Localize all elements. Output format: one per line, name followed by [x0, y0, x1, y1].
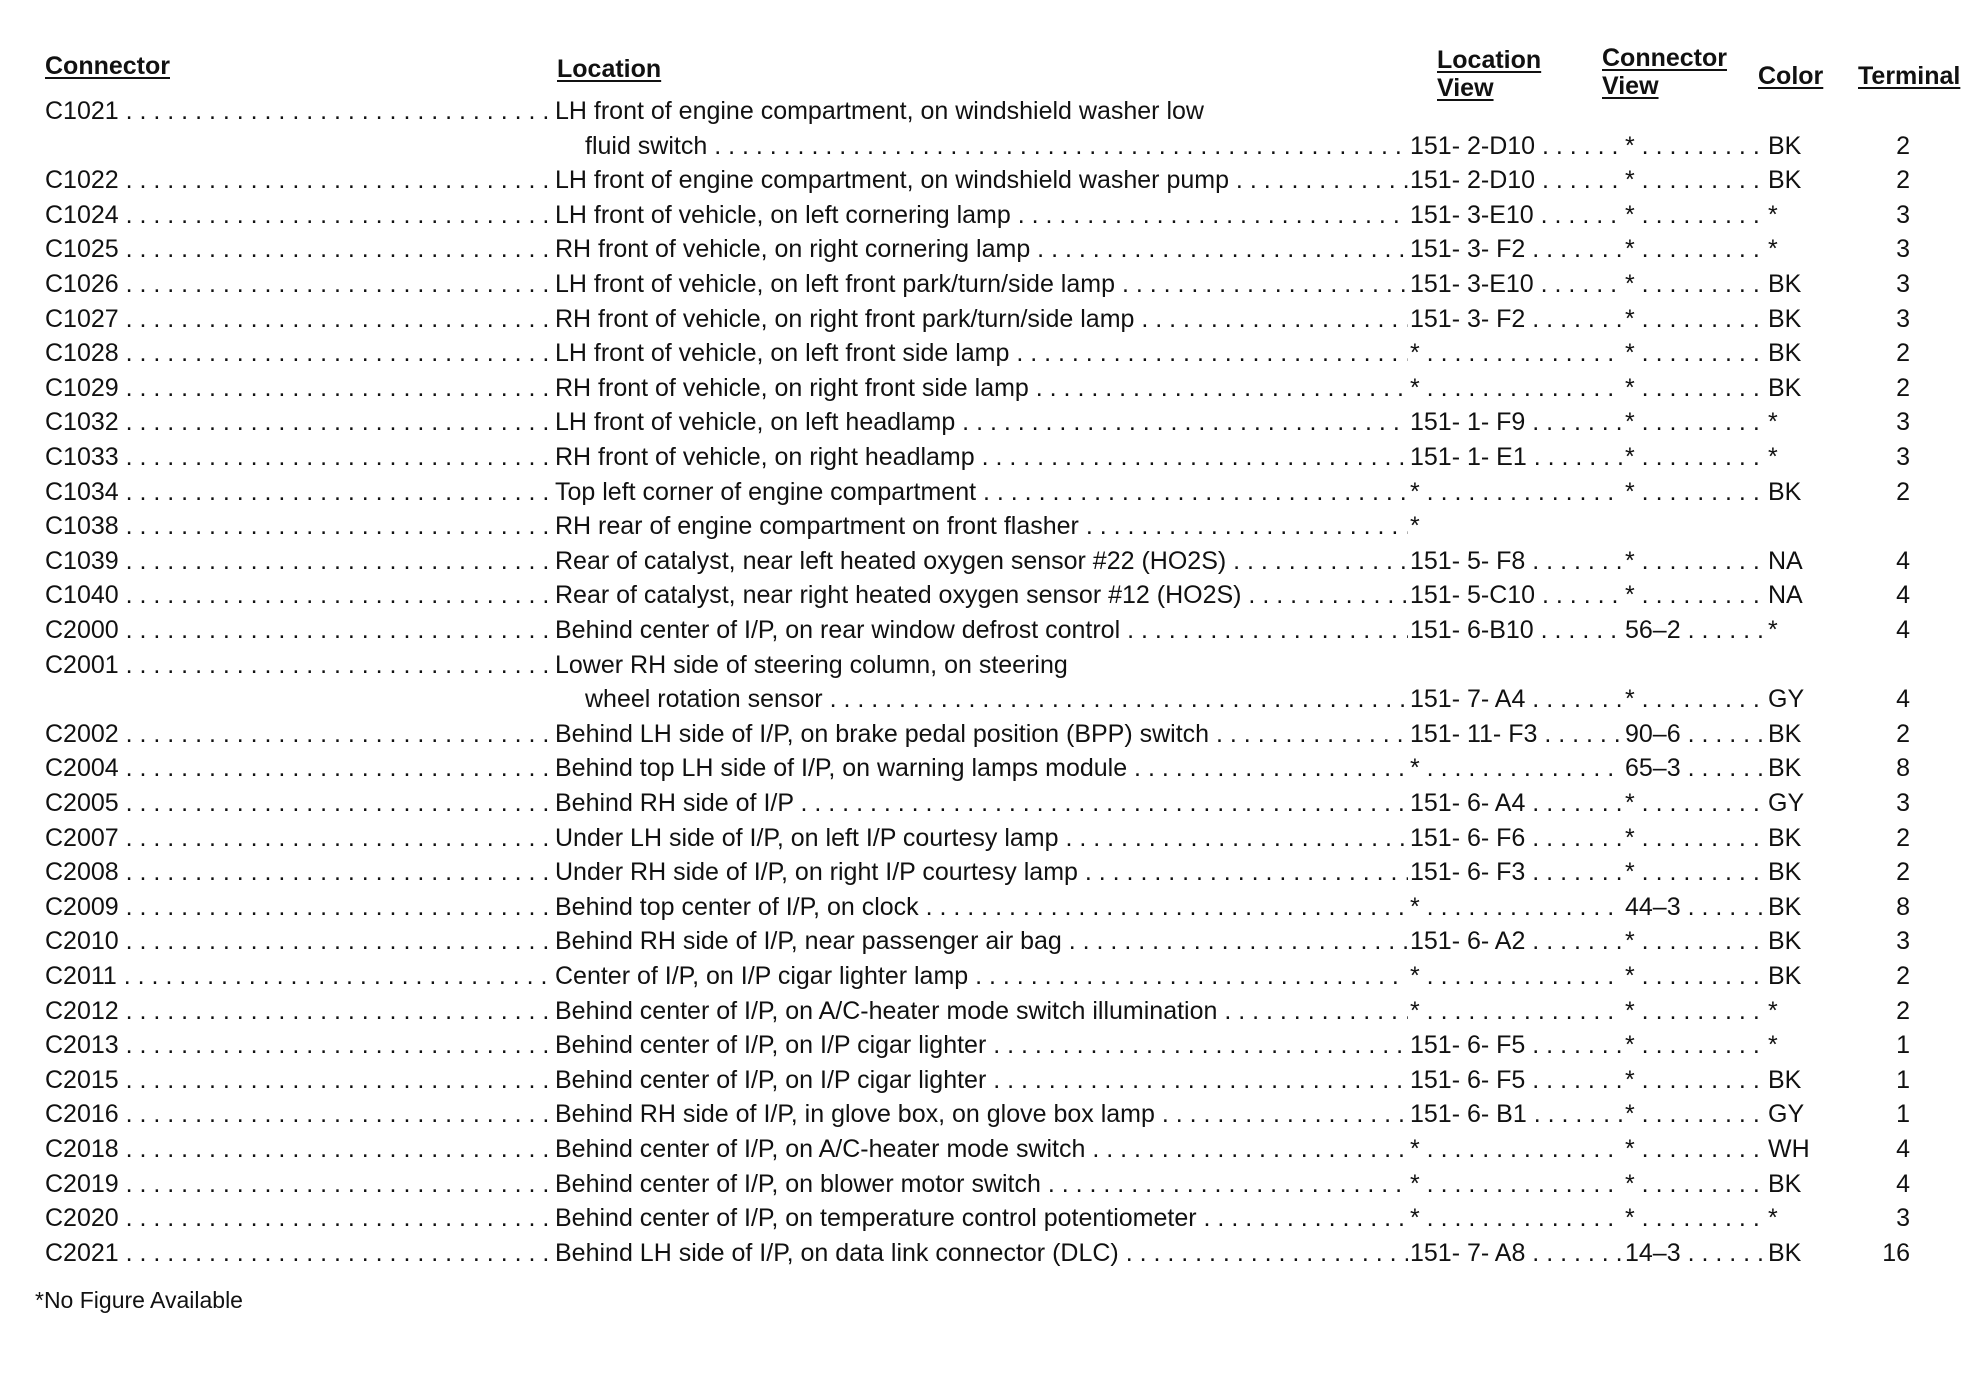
location-view: 151- 1- E1 . . .	[1410, 440, 1622, 474]
terminal-count: 2	[1896, 720, 1910, 748]
connector-view: * . . .	[1625, 232, 1768, 266]
connector-id: C1029 . . .	[45, 371, 550, 405]
wire-color: BK	[1768, 824, 1802, 852]
table-row	[0, 1132, 1984, 1166]
terminal-count: 3	[1896, 270, 1910, 298]
wire-color: BK	[1768, 305, 1802, 333]
wire-color: BK	[1768, 720, 1802, 748]
terminal-count: 4	[1896, 581, 1910, 609]
table-row	[0, 198, 1984, 232]
location-view: 151- 6-B10 . . .	[1410, 613, 1622, 647]
table-row	[0, 578, 1984, 612]
table-row	[0, 544, 1984, 578]
terminal-count: 8	[1896, 754, 1910, 782]
wire-color: BK	[1768, 858, 1802, 886]
location-view: 151- 6- F5 . . .	[1410, 1063, 1622, 1097]
terminal-count: 4	[1896, 1135, 1910, 1163]
header-connector-view: Connector View	[1602, 44, 1727, 100]
connector-view: * . . .	[1625, 1167, 1768, 1201]
wire-color: *	[1768, 408, 1778, 436]
header-location: Location	[557, 55, 662, 83]
location-view: 151- 3-E10 . . .	[1410, 198, 1622, 232]
connector-view: * . . .	[1625, 994, 1768, 1028]
terminal-count: 1	[1896, 1066, 1910, 1094]
wire-color: BK	[1768, 1239, 1802, 1267]
terminal-count: 3	[1896, 443, 1910, 471]
location-view: 151- 11- F3 . . .	[1410, 717, 1622, 751]
connector-id: C1034 . . .	[45, 475, 550, 509]
connector-view: 90–6 . . .	[1625, 717, 1768, 751]
connector-id: C2016 . . .	[45, 1097, 550, 1131]
terminal-count: 2	[1896, 858, 1910, 886]
connector-view: * . . .	[1625, 1201, 1768, 1235]
table-row	[0, 959, 1984, 993]
location-view: * . . .	[1410, 1132, 1622, 1166]
connector-id: C1024 . . .	[45, 198, 550, 232]
table-row	[0, 371, 1984, 405]
terminal-count: 2	[1896, 824, 1910, 852]
connector-id: C2004 . . .	[45, 751, 550, 785]
wire-color: BK	[1768, 478, 1802, 506]
location-view: 151- 5- F8 . . .	[1410, 544, 1622, 578]
table-row	[0, 405, 1984, 439]
connector-view: * . . .	[1625, 440, 1768, 474]
location-view: 151- 2-D10 . . .	[1410, 129, 1622, 163]
table-row	[0, 1201, 1984, 1235]
location-text: Behind center of I/P, on I/P cigar lighter . . .	[555, 1028, 1408, 1062]
connector-id: C2021 . . .	[45, 1236, 550, 1270]
terminal-count: 3	[1896, 408, 1910, 436]
table-row	[0, 1097, 1984, 1131]
table-row	[0, 163, 1984, 197]
location-text: Behind center of I/P, on blower motor switch . . .	[555, 1167, 1408, 1201]
location-text: Behind center of I/P, on temperature control potentiometer . . .	[555, 1201, 1408, 1235]
connector-view: * . . .	[1625, 1097, 1768, 1131]
connector-view: * . . .	[1625, 855, 1768, 889]
location-text: Behind LH side of I/P, on data link connector (DLC) . . .	[555, 1236, 1408, 1270]
terminal-count: 2	[1896, 997, 1910, 1025]
wire-color: NA	[1768, 547, 1803, 575]
terminal-count: 16	[1882, 1239, 1910, 1267]
table-row	[0, 440, 1984, 474]
location-view: 151- 6- A2 . . .	[1410, 924, 1622, 958]
connector-view: * . . .	[1625, 302, 1768, 336]
connector-id: C2013 . . .	[45, 1028, 550, 1062]
location-text: LH front of engine compartment, on windshield washer low	[555, 97, 1204, 125]
wire-color: BK	[1768, 927, 1802, 955]
location-text-continued: fluid switch . . .	[555, 129, 1408, 163]
terminal-count: 3	[1896, 201, 1910, 229]
terminal-count: 4	[1896, 547, 1910, 575]
table-row	[0, 1167, 1984, 1201]
table-row	[0, 821, 1984, 855]
location-text-continued: wheel rotation sensor . . .	[555, 682, 1408, 716]
wire-color: BK	[1768, 754, 1802, 782]
connector-view: 14–3 . . .	[1625, 1236, 1768, 1270]
connector-id: C2019 . . .	[45, 1167, 550, 1201]
location-view: *	[1410, 512, 1420, 540]
location-text: LH front of vehicle, on left front park/turn/side lamp . . .	[555, 267, 1408, 301]
connector-id: C2020 . . .	[45, 1201, 550, 1235]
terminal-count: 3	[1896, 789, 1910, 817]
terminal-count: 1	[1896, 1031, 1910, 1059]
connector-id: C1027 . . .	[45, 302, 550, 336]
wire-color: BK	[1768, 270, 1802, 298]
wire-color: *	[1768, 201, 1778, 229]
location-view: 151- 3-E10 . . .	[1410, 267, 1622, 301]
terminal-count: 4	[1896, 685, 1910, 713]
location-text: LH front of vehicle, on left front side lamp . . .	[555, 336, 1408, 370]
connector-view: * . . .	[1625, 475, 1768, 509]
table-row	[0, 855, 1984, 889]
table-row	[0, 890, 1984, 924]
table-row	[0, 786, 1984, 820]
connector-view: * . . .	[1625, 198, 1768, 232]
location-view: 151- 3- F2 . . .	[1410, 232, 1622, 266]
location-view: * . . .	[1410, 1201, 1622, 1235]
terminal-count: 2	[1896, 339, 1910, 367]
connector-id: C1038 . . .	[45, 509, 550, 543]
location-view: 151- 3- F2 . . .	[1410, 302, 1622, 336]
location-text: Behind center of I/P, on A/C-heater mode switch . . .	[555, 1132, 1408, 1166]
connector-view: * . . .	[1625, 544, 1768, 578]
connector-id: C2010 . . .	[45, 924, 550, 958]
wire-color: *	[1768, 997, 1778, 1025]
connector-view: * . . .	[1625, 163, 1768, 197]
connector-id: C1021 . . .	[45, 94, 550, 128]
location-view: 151- 2-D10 . . .	[1410, 163, 1622, 197]
connector-id: C1028 . . .	[45, 336, 550, 370]
wire-color: GY	[1768, 685, 1805, 713]
connector-view: * . . .	[1625, 959, 1768, 993]
connector-view: * . . .	[1625, 1028, 1768, 1062]
connector-view: * . . .	[1625, 821, 1768, 855]
wire-color: *	[1768, 443, 1778, 471]
connector-id: C2005 . . .	[45, 786, 550, 820]
header-location-view: Location View	[1437, 46, 1542, 102]
terminal-count: 2	[1896, 132, 1910, 160]
table-row	[0, 232, 1984, 266]
connector-id: C1025 . . .	[45, 232, 550, 266]
location-view: 151- 7- A4 . . .	[1410, 682, 1622, 716]
wire-color: NA	[1768, 581, 1803, 609]
location-text: Behind RH side of I/P, near passenger air bag . . .	[555, 924, 1408, 958]
connector-id: C1033 . . .	[45, 440, 550, 474]
connector-view: * . . .	[1625, 578, 1768, 612]
location-view: 151- 6- F5 . . .	[1410, 1028, 1622, 1062]
connector-id: C2000 . . .	[45, 613, 550, 647]
terminal-count: 4	[1896, 1170, 1910, 1198]
location-view: * . . .	[1410, 959, 1622, 993]
table-row-continuation	[0, 682, 1984, 716]
connector-view: * . . .	[1625, 924, 1768, 958]
table-row	[0, 924, 1984, 958]
table-row	[0, 613, 1984, 647]
connector-view: * . . .	[1625, 786, 1768, 820]
table-row	[0, 267, 1984, 301]
connector-view: * . . .	[1625, 129, 1768, 163]
connector-view: 56–2 . . .	[1625, 613, 1768, 647]
terminal-count: 2	[1896, 166, 1910, 194]
location-view: * . . .	[1410, 1167, 1622, 1201]
location-text: LH front of vehicle, on left headlamp . . .	[555, 405, 1408, 439]
location-text: Behind center of I/P, on rear window defrost control . . .	[555, 613, 1408, 647]
connector-view: * . . .	[1625, 682, 1768, 716]
wire-color: *	[1768, 616, 1778, 644]
location-text: RH front of vehicle, on right cornering lamp . . .	[555, 232, 1408, 266]
wire-color: WH	[1768, 1135, 1810, 1163]
location-text: RH front of vehicle, on right front park/turn/side lamp . . .	[555, 302, 1408, 336]
connector-id: C1022 . . .	[45, 163, 550, 197]
connector-id: C2009 . . .	[45, 890, 550, 924]
location-text: Behind center of I/P, on I/P cigar lighter . . .	[555, 1063, 1408, 1097]
footnote: *No Figure Available	[35, 1287, 243, 1313]
location-text: Behind RH side of I/P . . .	[555, 786, 1408, 820]
location-view: * . . .	[1410, 336, 1622, 370]
header-terminal: Terminal	[1858, 62, 1961, 90]
table-row	[0, 717, 1984, 751]
wire-color: GY	[1768, 1100, 1805, 1128]
location-text: RH front of vehicle, on right headlamp . . .	[555, 440, 1408, 474]
location-view: * . . .	[1410, 371, 1622, 405]
connector-view: * . . .	[1625, 267, 1768, 301]
terminal-count: 4	[1896, 616, 1910, 644]
terminal-count: 1	[1896, 1100, 1910, 1128]
connector-id: C1026 . . .	[45, 267, 550, 301]
terminal-count: 3	[1896, 927, 1910, 955]
table-row	[0, 648, 1984, 682]
table-row	[0, 302, 1984, 336]
table-row	[0, 509, 1984, 543]
connector-id: C2012 . . .	[45, 994, 550, 1028]
location-text: RH rear of engine compartment on front flasher . . .	[555, 509, 1408, 543]
location-view: * . . .	[1410, 994, 1622, 1028]
location-view: 151- 6- A4 . . .	[1410, 786, 1622, 820]
wire-color: BK	[1768, 893, 1802, 921]
connector-view: * . . .	[1625, 405, 1768, 439]
location-text: Behind top LH side of I/P, on warning lamps module . . .	[555, 751, 1408, 785]
location-view: 151- 6- B1 . . .	[1410, 1097, 1622, 1131]
connector-id: C2002 . . .	[45, 717, 550, 751]
location-text: Behind LH side of I/P, on brake pedal position (BPP) switch . . .	[555, 717, 1408, 751]
location-text: LH front of vehicle, on left cornering lamp . . .	[555, 198, 1408, 232]
terminal-count: 2	[1896, 962, 1910, 990]
location-text: Under LH side of I/P, on left I/P courtesy lamp . . .	[555, 821, 1408, 855]
location-text: Center of I/P, on I/P cigar lighter lamp . . .	[555, 959, 1408, 993]
location-text: Behind center of I/P, on A/C-heater mode switch illumination . . .	[555, 994, 1408, 1028]
table-row	[0, 1028, 1984, 1062]
location-text: Behind top center of I/P, on clock . . .	[555, 890, 1408, 924]
location-text: Under RH side of I/P, on right I/P courtesy lamp . . .	[555, 855, 1408, 889]
wire-color: GY	[1768, 789, 1805, 817]
terminal-count: 3	[1896, 235, 1910, 263]
location-view: 151- 1- F9 . . .	[1410, 405, 1622, 439]
table-row	[0, 994, 1984, 1028]
location-view: 151- 6- F6 . . .	[1410, 821, 1622, 855]
location-text: LH front of engine compartment, on windshield washer pump . . .	[555, 163, 1408, 197]
location-text: Rear of catalyst, near left heated oxygen sensor #22 (HO2S) . . .	[555, 544, 1408, 578]
connector-view: * . . .	[1625, 1063, 1768, 1097]
location-view: * . . .	[1410, 890, 1622, 924]
connector-view: * . . .	[1625, 371, 1768, 405]
table-row	[0, 1063, 1984, 1097]
connector-id: C2015 . . .	[45, 1063, 550, 1097]
connector-id: C2001 . . .	[45, 648, 550, 682]
wire-color: BK	[1768, 962, 1802, 990]
wire-color: BK	[1768, 1170, 1802, 1198]
connector-view: * . . .	[1625, 1132, 1768, 1166]
terminal-count: 2	[1896, 478, 1910, 506]
connector-id: C2011 . . .	[45, 959, 550, 993]
connector-id: C1040 . . .	[45, 578, 550, 612]
table-row	[0, 336, 1984, 370]
wire-color: *	[1768, 1031, 1778, 1059]
wire-color: *	[1768, 1204, 1778, 1232]
location-view: 151- 5-C10 . . .	[1410, 578, 1622, 612]
terminal-count: 3	[1896, 1204, 1910, 1232]
terminal-count: 3	[1896, 305, 1910, 333]
location-text: Behind RH side of I/P, in glove box, on glove box lamp . . .	[555, 1097, 1408, 1131]
connector-id: C2008 . . .	[45, 855, 550, 889]
table-row	[0, 1236, 1984, 1270]
connector-id: C2018 . . .	[45, 1132, 550, 1166]
connector-id: C1032 . . .	[45, 405, 550, 439]
table-row	[0, 751, 1984, 785]
terminal-count: 8	[1896, 893, 1910, 921]
location-view: 151- 6- F3 . . .	[1410, 855, 1622, 889]
location-view: * . . .	[1410, 475, 1622, 509]
header-connector: Connector	[45, 52, 170, 80]
wire-color: BK	[1768, 132, 1802, 160]
connector-id: C1039 . . .	[45, 544, 550, 578]
terminal-count: 2	[1896, 374, 1910, 402]
wire-color: *	[1768, 235, 1778, 263]
location-view: * . . .	[1410, 751, 1622, 785]
connector-view: * . . .	[1625, 336, 1768, 370]
location-text: RH front of vehicle, on right front side lamp . . .	[555, 371, 1408, 405]
wire-color: BK	[1768, 1066, 1802, 1094]
connector-view: 44–3 . . .	[1625, 890, 1768, 924]
wire-color: BK	[1768, 339, 1802, 367]
connector-id: C2007 . . .	[45, 821, 550, 855]
header-color: Color	[1758, 62, 1824, 90]
wire-color: BK	[1768, 374, 1802, 402]
location-view: 151- 7- A8 . . .	[1410, 1236, 1622, 1270]
wire-color: BK	[1768, 166, 1802, 194]
location-text: Top left corner of engine compartment . . .	[555, 475, 1408, 509]
table-row	[0, 475, 1984, 509]
location-text: Rear of catalyst, near right heated oxygen sensor #12 (HO2S) . . .	[555, 578, 1408, 612]
location-text: Lower RH side of steering column, on steering	[555, 651, 1068, 679]
table-row	[0, 94, 1984, 128]
connector-view: 65–3 . . .	[1625, 751, 1768, 785]
table-row-continuation	[0, 129, 1984, 163]
